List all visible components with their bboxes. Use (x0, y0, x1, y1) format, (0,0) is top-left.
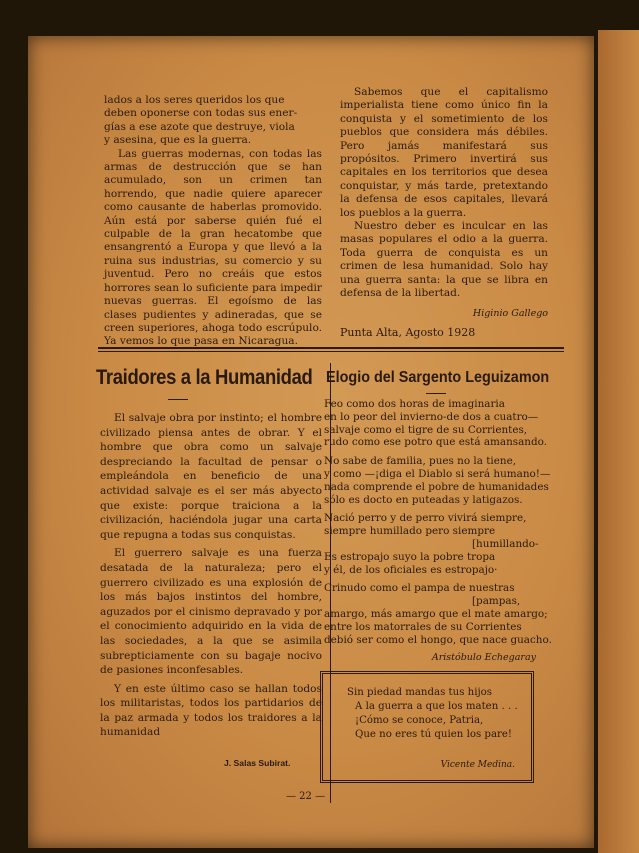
section-divider (98, 347, 564, 349)
top-left-column (104, 94, 322, 349)
verse-line: salvaje como el tigre de su Corrientes, (324, 423, 528, 436)
verse-line: amargo, más amargo que el mate amargo; (324, 607, 548, 620)
verse-line: No sabe de familia, pues no la tiene, (324, 455, 517, 468)
boxed-poem (320, 671, 534, 783)
text-line: deben oponerse con todas sus ener- (104, 107, 298, 120)
signature: J. Salas Subirat. (224, 758, 291, 768)
section-divider-thin (98, 351, 564, 352)
verse-line: [pampas, (472, 595, 521, 608)
article-title: Elogio del Sargento Leguizamon (326, 369, 550, 386)
paragraph: Sabemos que el capitalismo imperialista tiene como único fin la conquista y el sometimiento de los pueblos que considera más débiles. Pero jamás manifestará sus propósitos. Primero invertirá sus capitales en los territorios que desea conquistar, y más tarde, pretextando la defensa de esos capitales, llevará los pueblos a la guerra. (340, 86, 548, 219)
signature: Higinio Gallego (472, 307, 548, 319)
verse-line: y él, de los oficiales es estropajo· (324, 563, 498, 576)
verse-line: debió ser como el hongo, que nace guacho. (324, 633, 552, 646)
next-page-edge (598, 30, 639, 853)
verse-line: en lo peor del invierno-de dos a cuatro— (324, 410, 539, 423)
verse-line: entre los matorrales de su Corrientes (324, 620, 522, 633)
verse-line: Crinudo como el pampa de nuestras (324, 582, 515, 595)
paragraph: El salvaje obra por instinto; el hombre civilizado piensa antes de obrar. Y el hombre que obra como un salvaje despreciando la facultad de pensar o empleándola en beneficio de una actividad salvaje es el ser más abyecto que existe: porque traiciona a la civilización, haciéndola jugar una carta que repugna a todas sus conquistas. (100, 412, 322, 541)
text-line: gías a ese azote que destruye, viola (104, 120, 295, 133)
page-number: — 22 — (286, 791, 326, 802)
paragraph: Y en este último caso se hallan todos los militaristas, todos los partidarios de la paz armada y todos los traidores a la humanidad (100, 682, 322, 739)
magazine-page (28, 36, 594, 848)
verse-line: A la guerra a que los maten . . . (355, 701, 518, 712)
paragraph: El guerrero salvaje es una fuerza desatada de la naturaleza; pero el guerrero civilizado es una explosión de los más bajos instintos del hombre, aguzados por el cinismo depravado y por el conocimiento adquirido en la vida de las sociedades, a la que se asimila subrepticiamente con su bagaje nocivo de pasiones inconfesables. (100, 547, 322, 677)
verse-line: Que no eres tú quien los pare! (355, 729, 513, 740)
verse-line: y como —¡diga el Diablo si será humano!— (324, 467, 551, 480)
verse-line: Nació perro y de perro vivirá siempre, (324, 512, 527, 525)
stanza (324, 398, 548, 449)
paragraph: Las guerras modernas, con todas las armas de destrucción que se han acumulado, son un crimen tan horrendo, que nadie quiere aparecer como causante de haberlas promovido. Aún está por saberse quién fué el culpable de la gran hecatombe que ensangrentó a Europa y que llevó a la ruina sus industrias, su comercio y su juventud. Pero no creáis que estos horrores sean lo suficiente para impedir nuevas guerras. El egoísmo de las clases pudientes y adineradas, que se creen superiores, ahoga todo escrúpulo. Ya vemos lo que pasa en Nicaragua. (104, 147, 322, 348)
poem-body (324, 398, 552, 665)
verse-line: Feo como dos horas de imaginaria (324, 398, 505, 410)
stanza (324, 455, 551, 506)
title-dash (168, 399, 188, 400)
verse-line: Sin piedad mandas tus hijos (347, 687, 493, 698)
verse-line: Es estropajo suyo la pobre tropa (324, 550, 496, 563)
place-date: Punta Alta, Agosto 1928 (340, 325, 476, 339)
title-dash (426, 393, 446, 394)
stanza (324, 512, 539, 576)
boxed-poem-lines (347, 686, 518, 742)
top-right-column (340, 86, 548, 339)
stanza (324, 582, 552, 646)
signature: Aristóbulo Echegaray (431, 652, 536, 664)
verse-line: ¡Cómo se conoce, Patria, (355, 715, 484, 726)
verse-line: [humillando- (472, 537, 539, 550)
text-line: y asesina, que es la guerra. (104, 134, 252, 147)
verse-line: nada comprende el pobre de humanidades (324, 480, 549, 493)
article-title: Traidores a la Humanidad (96, 366, 313, 389)
verse-line: siempre humillado pero siempre (324, 525, 496, 538)
text-line: lados a los seres queridos los que (104, 94, 285, 106)
signature: Vicente Medina. (440, 760, 515, 770)
verse-line: sólo es docto en puteadas y latigazos. (324, 493, 523, 506)
paragraph: Nuestro deber es inculcar en las masas populares el odio a la guerra. Toda guerra de conquista es un crimen de lesa humanidad. Solo hay una guerra santa: la que se libra en defensa de la libertad. (340, 220, 548, 300)
left-article-body (100, 411, 322, 744)
verse-line: rudo como ese potro que está amansando. (324, 436, 548, 449)
